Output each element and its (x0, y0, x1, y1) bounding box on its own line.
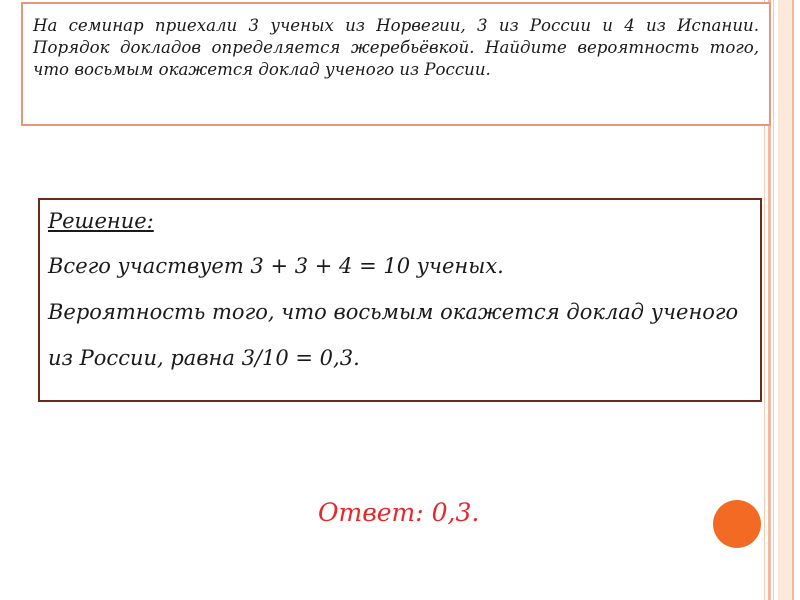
answer-text: Ответ: 0,3. (318, 498, 480, 527)
circle-icon (713, 500, 761, 548)
decorative-stripe (792, 0, 794, 600)
solution-line-total: Всего участвует 3 + 3 + 4 = 10 ученых. (48, 254, 504, 278)
problem-text: На семинар приехали 3 ученых из Норвегии, 3 из России и 4 из Испании. Порядок докладов определяется жеребьёвкой. Найдите вероятность того, что восьмым окажется доклад ученого из России. (33, 16, 759, 79)
decorative-stripe (773, 0, 774, 600)
solution-line-result: из России, равна 3/10 = 0,3. (48, 346, 360, 370)
solution-line-probability: Вероятность того, что восьмым окажется доклад ученого (48, 300, 739, 324)
solution-box (38, 198, 762, 402)
decorative-stripe (778, 0, 792, 600)
problem-box (21, 2, 771, 126)
solution-heading: Решение: (48, 209, 154, 233)
